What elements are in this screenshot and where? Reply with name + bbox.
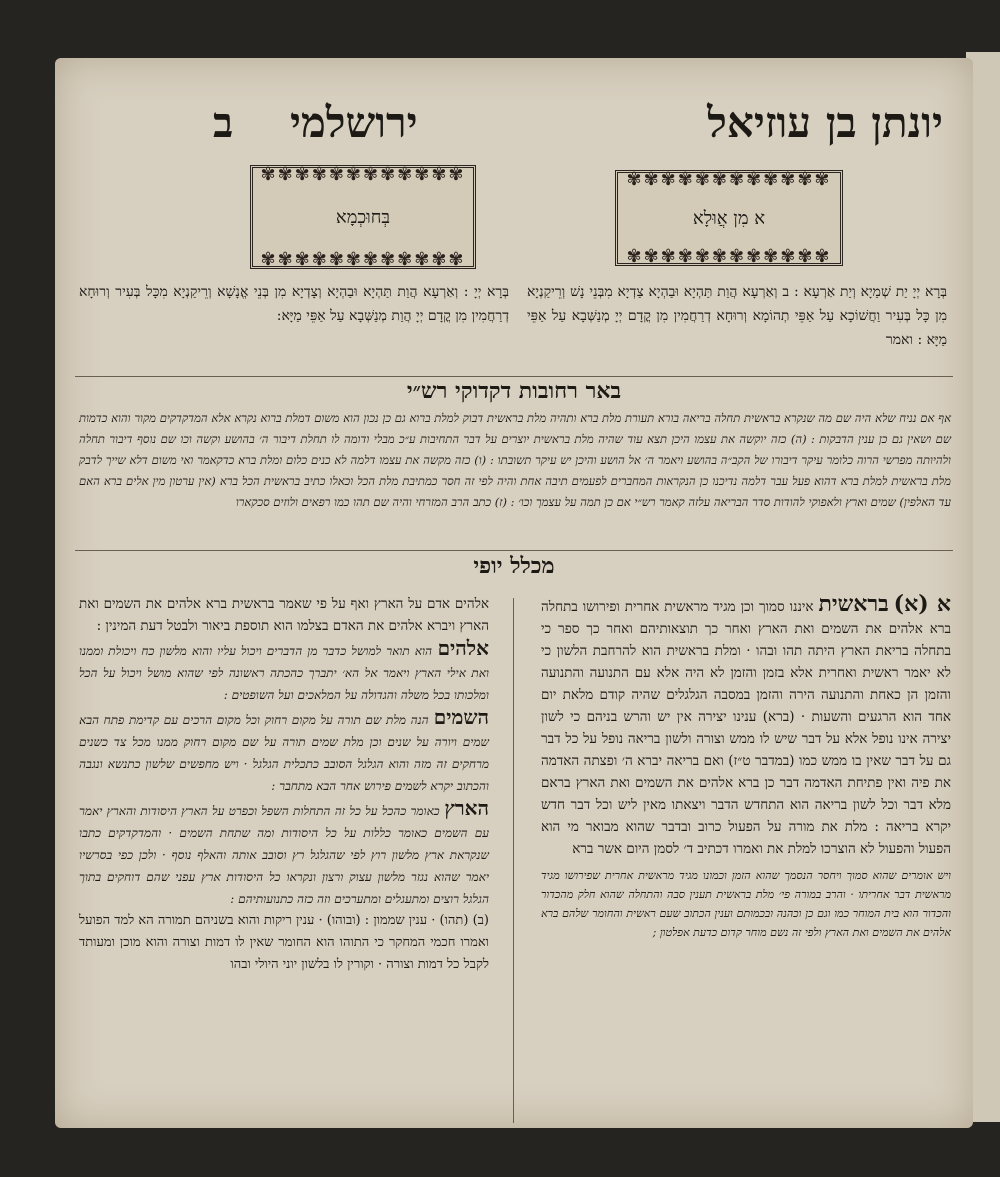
commentary-text: איננו סמוך וכן מגיד מראשית אחרית ופירושו בתחלה ברא אלהים את השמים ואת הארץ ואחר כך תוצאותיהם ואחר כך ספר כי בתחלה בריאת הארץ היתה תהו ובהו · ומלת בראשית הוא להרחבת הלשון כי לא יאמר ראשית ואחרית אלא בזמן והזמן לא היה אלא עם התנועה והתנועה והזמן הן כאחת והתנועה הירה והזמן במסבה הגלגלים שהיה קודם מלאת יום אחד הוא הרגעים והשעות · (ברא) ענינו יצירה אין יש והרש בניהם כי לשון יצירה אינו נופל אלא על דבר שיש לו ממש וצורה ולשון בריאה נופל על כל דבר גם על דבר שאין בו ממש כמו (במדבר ט״ז) ואם בריאה יברא ה׳ ופצתה האדמה את פיה ואין פתיחת האדמה דבר כן ברא אלהים את השמים ואת הארץ בראם מלא דבר וכל לשון בריאה הוא התחדש הדבר ויצאתו מאין ליש וכל דבר חדש יקרא בריאה : מלת את מורה על הפעול כרוב ובדבר שהוא מבואר מי הוא הפעול והפעול לא הוצרכו למלת את ואמרו דכתיב ד׳ לסמן היום אשר ברא	[541, 599, 951, 857]
floral-border-icon: ✾✾✾✾✾✾✾✾✾✾✾✾	[260, 164, 466, 185]
frame-text-right: א מִן אֲוּלָא	[692, 207, 766, 229]
commentary-column-right	[541, 593, 951, 942]
floral-border-icon: ✾✾✾✾✾✾✾✾✾✾✾✾	[626, 169, 832, 190]
floral-border-icon: ✾✾✾✾✾✾✾✾✾✾✾✾	[260, 249, 466, 270]
ornament-frame-left	[250, 165, 476, 269]
ornament-frame-right	[615, 170, 843, 266]
commentary-text: אלהים אדם על הארץ ואף על פי שאמר בראשית ברא אלהים את השמים ואת הארץ ויברא אלהים את האדם בצלמו הוא תוספת ביאור ולבטל דעת המינין :	[79, 596, 489, 634]
lemma-hashamayim: השמים	[433, 705, 489, 729]
commentary-text: הוא תואר למושל כדבר מן הדברים ויכול עליו והוא מלשון כח ויכולת וממנו ואת אילי הארץ ויאמר אל הא׳ יתברך כהכתה ראשונה לפי שהוא מושל ויכול על הכל ומלכותו בכל משלה והגדולה על המלאכים ועל השופטים :	[79, 644, 489, 702]
commentary-column-left	[79, 593, 489, 976]
commentary-text: כאומר כהכל על כל זה התחלות השפל וכפרט על הארץ היסודות והארץ יאמר עם השמים כאומר כללות על כל היסודות ומה שתחת השמים · והמדקדקים כתבו שנקראת ארץ מלשון רוץ לפי שהגלגל רץ וסובב אותה והאלף נוסף · ולכן כפי בסרשיו יאמר שהוא נגזר מלשון עצוק ורצון ונקראו כל היסודות ארץ עפני שהם דוחקים בתוך הגלגל רוצים ומתעגלים ומתערכים וזה כזה כתנועותיהם :	[79, 804, 489, 906]
section-rule	[75, 550, 953, 551]
floral-border-icon: ✾✾✾✾✾✾✾✾✾✾✾✾	[626, 246, 832, 267]
book-page	[55, 58, 973, 1128]
page-letter: ב	[213, 98, 234, 147]
running-title-left: ירושלמי	[290, 98, 418, 147]
verse-block-left: בְּרָא יְיָ : וְאַרְעָא הֲוַת תַּהְיָא וּבַהְיָא וְצָדְיָא מִן בְּנֵי אֱנָשָׁא וְרֵיקַנְיָא מִכָּל בְּעִיר וְרוּחָא דְרַחֲמִין מִן קֳדָם יְיָ הֲוַת מְנַשְּׁבָא עַל אַפֵּי מַיָּא:	[79, 284, 509, 324]
verse-number: א (א)	[893, 591, 952, 617]
lemma-bereshit: בראשית	[818, 591, 889, 617]
column-divider	[513, 598, 514, 1123]
commentary-text: (ב) (תהו) · ענין שממון : (ובוהו) · ענין ריקות והוא בשניהם תמורה הא למד הפועל ואמרו חכמי המחקר כי התוהו הוא החומר שאין לו דמות וצורה והוא מוכן ומעותד לקבל כל דמות וצורה · וקורין לו בלשון יוני היולי ובהו	[79, 913, 489, 972]
lemma-elohim: אלהים	[437, 636, 490, 660]
section-heading-michlal-yofi: מכלל יופי	[473, 553, 555, 579]
commentary-text: הנה מלת שם תורה על מקום רחוק וכל מקום הרכים עם קדימת פתח הבא שמים ויורה על שנים וכן מלת שמים תורה על שם מקום רחוק ממנו מכל צד כשנים מרחקים זה מזה והוא הגלגל הסובב כתכלית הגלגל · ויש מחפשים שלשון כתנשא ונגבה והכתוב יקרא לשמים פירוש אחר הבא מתחבר :	[79, 713, 489, 793]
commentary-beer-rechovot: אף אם נניח שלא היה שם מה שנקרא בראשית תחלה בריאה בורא תעורת מלת ברא ותהיה מלת בראשית דבוק למלת ברוא גם כן נכון הוא משום דמלת ברוא נקרא אלא המדקדקים מקור והוא כדמות שם ושאין גם כן ענין הדבקות : (ה) כזה יוקשה את עצמו היכן תצא עוד שהיה מלת בראשית יוצרים על דבר התחיבות ע״כ מבלי ודומה לו תחלת דיבור ה׳ בהושע וקשה וכו שם נוסף דיבור תחלה ולהיותה מפרשי הרוה כלומר עיקר דיבורו של הקב״ה בהושע ויאמר ה׳ אל הושע והיכן יש עיקר תשובתו : (ו) כזה מקשה את עצמו דלמה לא כנים כלום ומלת ברא כדקאמר ואי משום דלא שייך לדבק מלת בראשית למלת ברא דהוא פעל עבר דלמה נדיכנו כן הנקראות המחברים לפעמים תיבה אחת והיה לפי זה חסר כמתיבת מלת הכל וכאלו כתיב בראשית הכל ברא (אין ערטון מין אלים ברא האם עד האלפין) שמים וארץ ולאפוקי להודות סדר הבריאה עלזה קאמר רש״י אם כן תמה על עצמך וכו׳ : (ז) כתב הרב המזרחי והיה שם תהו כמו רפאים ולוזים סכקארו	[79, 411, 951, 509]
running-title-right: יונתן בן עוזיאל	[707, 98, 943, 147]
commentary-subtext: ויש אומרים שהוא סמוך ויחסר הנסמך שהוא הזמן וכמונו מגיד מראשית אחרית שפירושו מגיד מראשית דבר אחריתו · והרב במורה פי׳ מלת בראשית תענין סבה והתחלה שהוא חלק מהכדור והכדור הוא בית המוחר כמו וגם כן וכהנה ובכמותם וענין הכתוב שעם ראשית והחומר שלהם ברא אלהים את השמים ואת הארץ ולפי זה נשם מוחר קדום כדעת אפלטון ;	[541, 869, 951, 939]
frame-text-left: בְּחוּכְמָא	[335, 206, 391, 228]
section-heading-beer-rechovot: באר רחובות דקדוקי רש״י	[406, 378, 622, 404]
verse-block-right: בְּרָא יְיָ יַת שְׁמַיָא וְיַת אַרְעָא : ב וְאַרְעָא הֲוַת תַּהְיָא וּבַהְיָא צַדְיָא מִבְּנֵי נָשׁ וְרֵיקַנְיָא מִן כָּל בְּעִיר וַחֲשׁוֹכָא עַל אַפֵּי תְהוֹמָא וְרוּחָא דְרַחֲמִין מִן קֳדָם יְיָ מְנַשְּׁבָא עַל אַפֵּי מַיָּא : ואמר	[527, 284, 947, 348]
lemma-haaretz: הארץ	[444, 796, 489, 820]
section-rule	[75, 376, 953, 377]
